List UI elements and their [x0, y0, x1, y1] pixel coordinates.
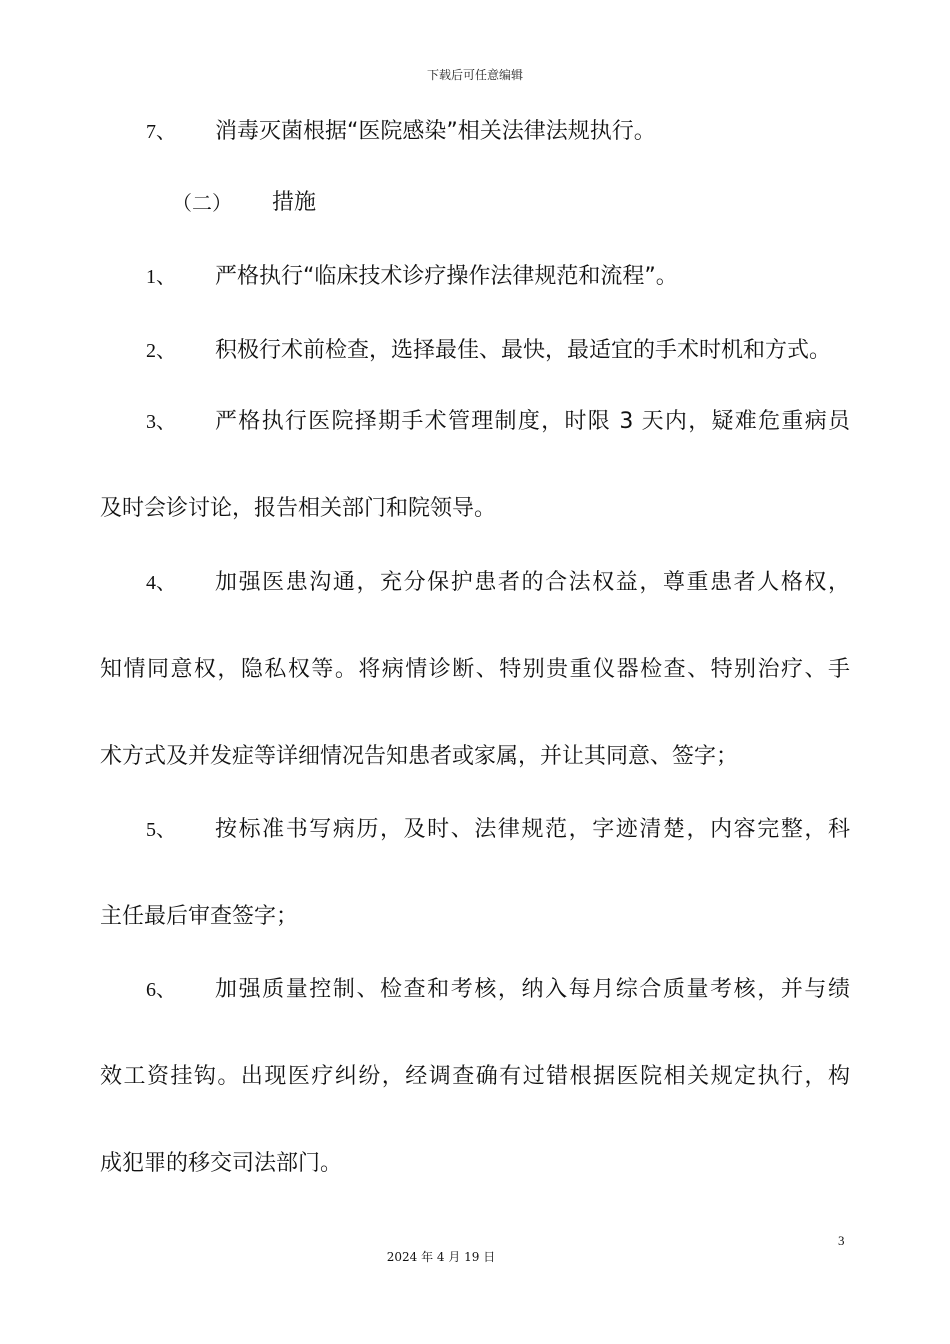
measure-4-line-3: 术方式及并发症等详细情况告知患者或家属，并让其同意、签字；: [100, 744, 739, 769]
item-7-text: 消毒灭菌根据“医院感染”相关法律法规执行。: [215, 119, 656, 144]
measure-2-text: 积极行术前检查，选择最佳、最快，最适宜的手术时机和方式。: [215, 338, 832, 363]
measure-1-number: 1、: [146, 266, 176, 288]
measure-4-line-2: 知情同意权，隐私权等。将病情诊断、特别贵重仪器检查、特别治疗、手: [100, 657, 850, 682]
measure-2-number: 2、: [146, 340, 176, 362]
measure-3-line-1: 严格执行医院择期手术管理制度，时限 3 天内，疑难危重病员: [215, 409, 850, 434]
measure-5-line-2: 主任最后审查签字；: [100, 904, 299, 929]
measure-1-text: 严格执行“临床技术诊疗操作法律规范和流程”。: [215, 264, 678, 289]
page-footer-date: 2024 年 4 月 19 日: [386, 1250, 496, 1264]
item-7-number: 7、: [146, 121, 176, 143]
measure-3-line-2: 及时会诊讨论，报告相关部门和院领导。: [100, 496, 497, 521]
measure-3-number: 3、: [146, 411, 176, 433]
measure-6-line-1: 加强质量控制、检查和考核，纳入每月综合质量考核，并与绩: [215, 977, 850, 1002]
page-header: 下载后可任意编辑: [426, 68, 523, 82]
measure-5-line-1: 按标准书写病历，及时、法律规范，字迹清楚，内容完整，科: [215, 817, 850, 842]
measure-4-line-1: 加强医患沟通，充分保护患者的合法权益，尊重患者人格权，: [215, 570, 850, 595]
measure-6-line-2: 效工资挂钩。出现医疗纠纷，经调查确有过错根据医院相关规定执行，构: [100, 1064, 850, 1089]
section-2-number: （二）: [172, 191, 232, 215]
page-number: 3: [838, 1233, 845, 1248]
measure-4-number: 4、: [146, 572, 176, 594]
measure-6-line-3: 成犯罪的移交司法部门。: [100, 1151, 343, 1176]
measure-5-number: 5、: [146, 819, 176, 841]
measure-6-number: 6、: [146, 979, 176, 1001]
section-2-title: 措施: [272, 190, 317, 215]
